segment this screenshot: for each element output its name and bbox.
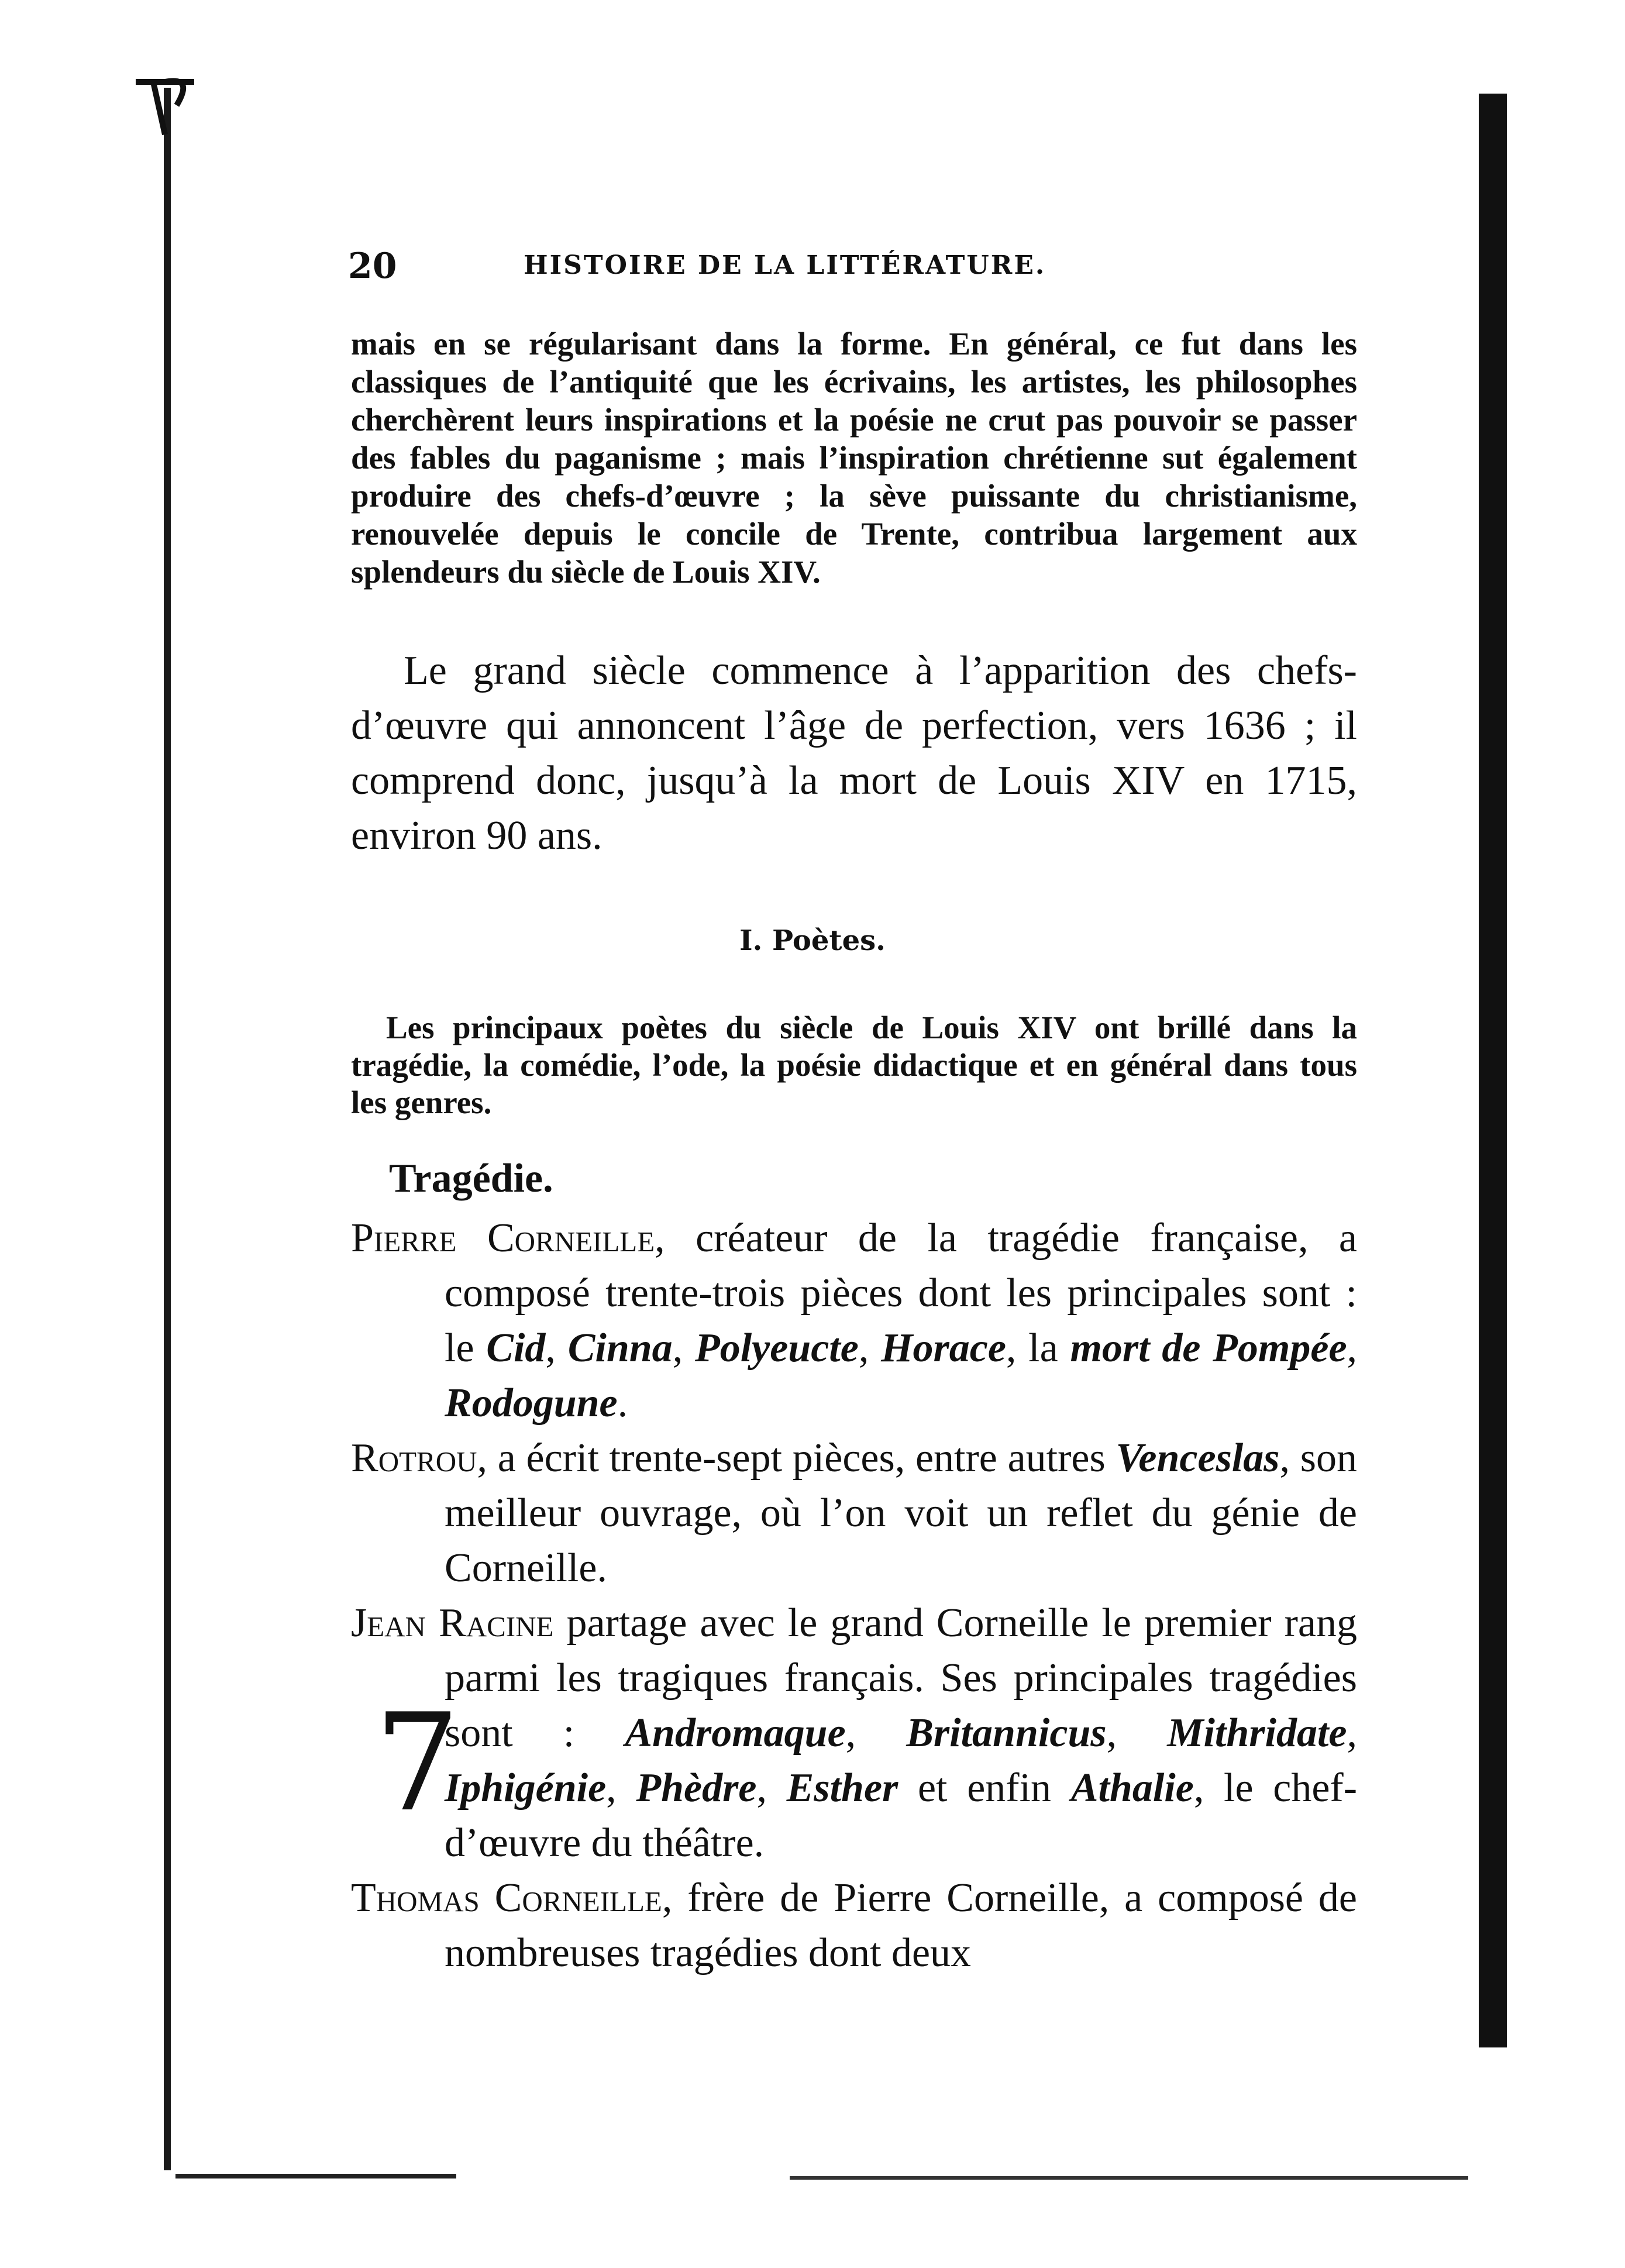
separator: , [606, 1765, 636, 1811]
scan-binding-edge [164, 88, 171, 2170]
author-name: Pierre Corneille [351, 1216, 655, 1261]
separator: . [617, 1381, 628, 1426]
page-header [348, 246, 1360, 292]
work-title: Britannicus [906, 1711, 1107, 1756]
author-name: Thomas Corneille [351, 1875, 662, 1921]
scan-dark-edge [1479, 94, 1507, 2047]
work-title: Esther [786, 1765, 898, 1811]
separator: , [1347, 1711, 1357, 1756]
separator: , [545, 1326, 568, 1371]
work-title: Athalie [1070, 1765, 1194, 1811]
subheading-tragedie: Tragédie. [389, 1156, 553, 1201]
entry-text: partage avec le grand Corneille le premier rang parmi les tragiques français. Ses principales tragédies sont : [445, 1601, 1358, 1756]
work-title: Mithridate [1167, 1711, 1347, 1756]
entry-text: , le chef-d’œuvre du théâtre. [445, 1765, 1358, 1866]
work-title: mort de Pompée [1070, 1326, 1347, 1371]
separator: , [858, 1326, 882, 1371]
work-title: Iphigénie [445, 1765, 607, 1811]
separator: , la [1006, 1326, 1070, 1371]
section-title: I. Poètes. [739, 924, 886, 957]
work-title: Venceslas [1116, 1436, 1280, 1481]
scan-bottom-mark [790, 2176, 1468, 2180]
work-title: Horace [881, 1326, 1006, 1371]
work-title: Cid [486, 1326, 546, 1371]
entry-text: et enfin [898, 1765, 1071, 1811]
author-entry [351, 1211, 1357, 1431]
entry-text: , créateur de la tragédie française, a composé trente-trois pièces dont les principales sont : le [445, 1216, 1357, 1371]
separator: , [672, 1326, 695, 1371]
corner-mark-icon [130, 70, 200, 140]
work-title: Rodogune [445, 1381, 618, 1426]
author-list [351, 1211, 1357, 1981]
running-title: HISTOIRE DE LA LITTÉRATURE. [524, 250, 1046, 280]
entry-text: , a écrit trente-sept pièces, entre autres [477, 1436, 1116, 1481]
paragraph-continuation: mais en se régularisant dans la forme. En général, ce fut dans les classiques de l’antiquité que les écrivains, les artistes, les philosophes cherchèrent leurs inspirations et la poésie ne crut pas pouvoir se passer des fables du paganisme ; mais l’inspiration chrétienne sut également produire des chefs-d’œuvre ; la sève puissante du christianisme, renouvelée depuis le concile de Trente, contribua largement aux splendeurs du siècle de Louis XIV. [351, 326, 1357, 590]
paragraph-grand-siecle: Le grand siècle commence à l’apparition des chefs-d’œuvre qui annoncent l’âge de perfection, vers 1636 ; il comprend donc, jusqu’à la mort de Louis XIV en 1715, environ 90 ans. [351, 648, 1357, 858]
separator: , [845, 1711, 907, 1756]
author-entry [351, 1596, 1357, 1871]
separator: , [1106, 1711, 1168, 1756]
separator: , [756, 1765, 787, 1811]
author-entry [351, 1431, 1357, 1596]
section-intro: Les principaux poètes du siècle de Louis XIV ont brillé dans la tragédie, la comédie, l’ode, la poésie didactique et en général dans tous les genres. [351, 1010, 1357, 1120]
work-title: Cinna [567, 1326, 673, 1371]
scan-bottom-mark [175, 2174, 456, 2178]
work-title: Phèdre [636, 1765, 757, 1811]
author-name: Rotrou [351, 1436, 477, 1481]
handwritten-margin-mark: 7 [374, 1685, 460, 1842]
entry-text: , frère de Pierre Corneille, a composé de nombreuses tragédies dont deux [445, 1875, 1357, 1976]
work-title: Andromaque [625, 1711, 846, 1756]
page-number: 20 [348, 246, 397, 287]
author-name: Jean Racine [351, 1601, 554, 1646]
separator: , [1347, 1326, 1358, 1371]
author-entry [351, 1871, 1357, 1981]
entry-text: , son meilleur ouvrage, où l’on voit un reflet du génie de Corneille. [445, 1436, 1357, 1591]
work-title: Polyeucte [694, 1326, 859, 1371]
